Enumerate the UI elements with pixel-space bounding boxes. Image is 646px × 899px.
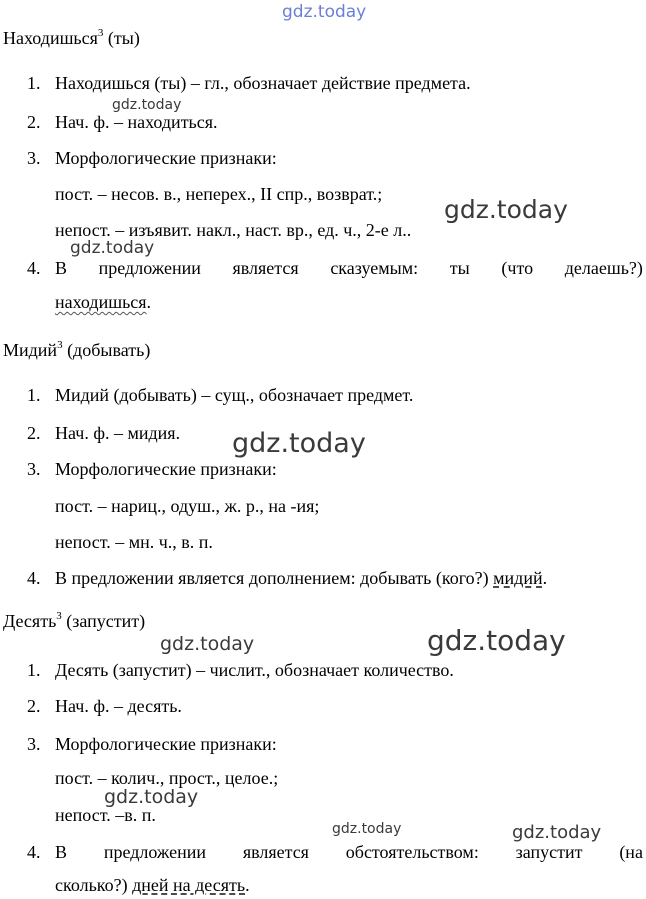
variable-features: непост. –в. п.	[55, 805, 156, 825]
word: предложении	[103, 842, 206, 862]
watermark: gdz.today	[282, 2, 367, 22]
item-text	[55, 567, 547, 589]
item-text: Находишься (ты) – гл., обозначает действие предмета.	[55, 73, 471, 93]
predicate-underlined: находишься	[55, 292, 147, 312]
list-item	[27, 458, 277, 480]
item-number: 3.	[27, 459, 41, 479]
word: В	[55, 842, 68, 862]
justified-line	[55, 257, 643, 279]
word: является	[232, 258, 299, 278]
watermark: gdz.today	[104, 786, 199, 808]
item-text: Нач. ф. – мидия.	[55, 423, 181, 443]
watermark: gdz.today	[512, 822, 602, 843]
item-number: 4.	[27, 842, 41, 862]
list-item	[27, 72, 471, 94]
item-number: 2.	[27, 423, 41, 443]
item-text: Десять (запустит) – числит., обозначает количество.	[55, 660, 454, 680]
heading-word: Находишься	[3, 28, 98, 48]
heading-superscript: 3	[56, 610, 62, 622]
item-number: 1.	[27, 385, 41, 405]
word: обстоятельством:	[345, 842, 479, 862]
word: запустит	[515, 842, 583, 862]
list-item	[27, 733, 277, 755]
heading-word: Десять	[3, 611, 57, 631]
item-number: 2.	[27, 112, 41, 132]
constant-features: пост. – несов. в., неперех., II спр., возврат.;	[55, 184, 383, 204]
item-text: Морфологические признаки:	[55, 459, 277, 479]
item-text: Нач. ф. – находиться.	[55, 112, 218, 132]
item-number: 1.	[27, 660, 41, 680]
heading-rest: (ты)	[103, 28, 140, 48]
watermark: gdz.today	[160, 633, 255, 655]
list-item	[27, 659, 454, 681]
watermark: gdz.today	[232, 428, 366, 459]
item-text: Мидий (добывать) – сущ., обозначает предмет.	[55, 385, 414, 405]
constant-features: пост. – колич., прост., целое.;	[55, 768, 279, 788]
variable-features: непост. – изъявит. накл., наст. вр., ед. ч., 2-е л..	[55, 220, 412, 240]
continuation-line	[55, 874, 250, 896]
section-heading	[3, 339, 150, 361]
watermark: gdz.today	[427, 624, 566, 657]
period: .	[146, 292, 152, 312]
item-number: 4.	[27, 568, 41, 588]
word: делаешь?)	[564, 258, 643, 278]
period: .	[542, 568, 548, 588]
word: ты	[449, 258, 470, 278]
word: сказуемым:	[330, 258, 419, 278]
heading-superscript: 3	[97, 27, 104, 39]
section-heading	[3, 27, 140, 49]
watermark: gdz.today	[70, 238, 155, 258]
list-item	[27, 695, 182, 717]
watermark: gdz.today	[112, 97, 182, 113]
item-text: Нач. ф. – десять.	[55, 696, 182, 716]
item-text: Морфологические признаки:	[55, 734, 277, 754]
item-number: 3.	[27, 148, 41, 168]
list-item	[27, 422, 181, 444]
constant-features: пост. – нариц., одуш., ж. р., на -ия;	[55, 496, 320, 516]
period: .	[245, 875, 250, 895]
item-text-main: В предложении является дополнением: добывать (кого?)	[55, 568, 494, 588]
word: (что	[501, 258, 534, 278]
heading-rest: (добывать)	[62, 340, 151, 360]
item-number: 4.	[27, 258, 41, 278]
item-number: 3.	[27, 734, 41, 754]
heading-rest: (запустит)	[61, 611, 146, 631]
item-number: 1.	[27, 73, 41, 93]
list-item	[27, 147, 277, 169]
heading-superscript: 3	[57, 339, 63, 351]
list-item	[27, 257, 643, 279]
list-item	[27, 567, 548, 589]
justified-line	[55, 841, 643, 863]
heading-word: Мидий	[3, 340, 58, 360]
continuation-text: сколько?)	[55, 875, 133, 895]
adverbial-underlined: дней на десять	[132, 875, 246, 895]
word: В	[55, 258, 68, 278]
item-number: 2.	[27, 696, 41, 716]
word: является	[242, 842, 309, 862]
watermark: gdz.today	[444, 195, 568, 224]
list-item	[27, 111, 218, 133]
variable-features: непост. – мн. ч., в. п.	[55, 532, 213, 552]
word: предложении	[98, 258, 201, 278]
list-item	[27, 841, 643, 863]
continuation-line	[55, 291, 151, 313]
section-heading	[3, 610, 145, 632]
list-item	[27, 384, 414, 406]
word: (на	[619, 842, 643, 862]
item-text: Морфологические признаки:	[55, 148, 277, 168]
object-underlined: мидий	[493, 568, 543, 588]
watermark: gdz.today	[332, 821, 402, 837]
